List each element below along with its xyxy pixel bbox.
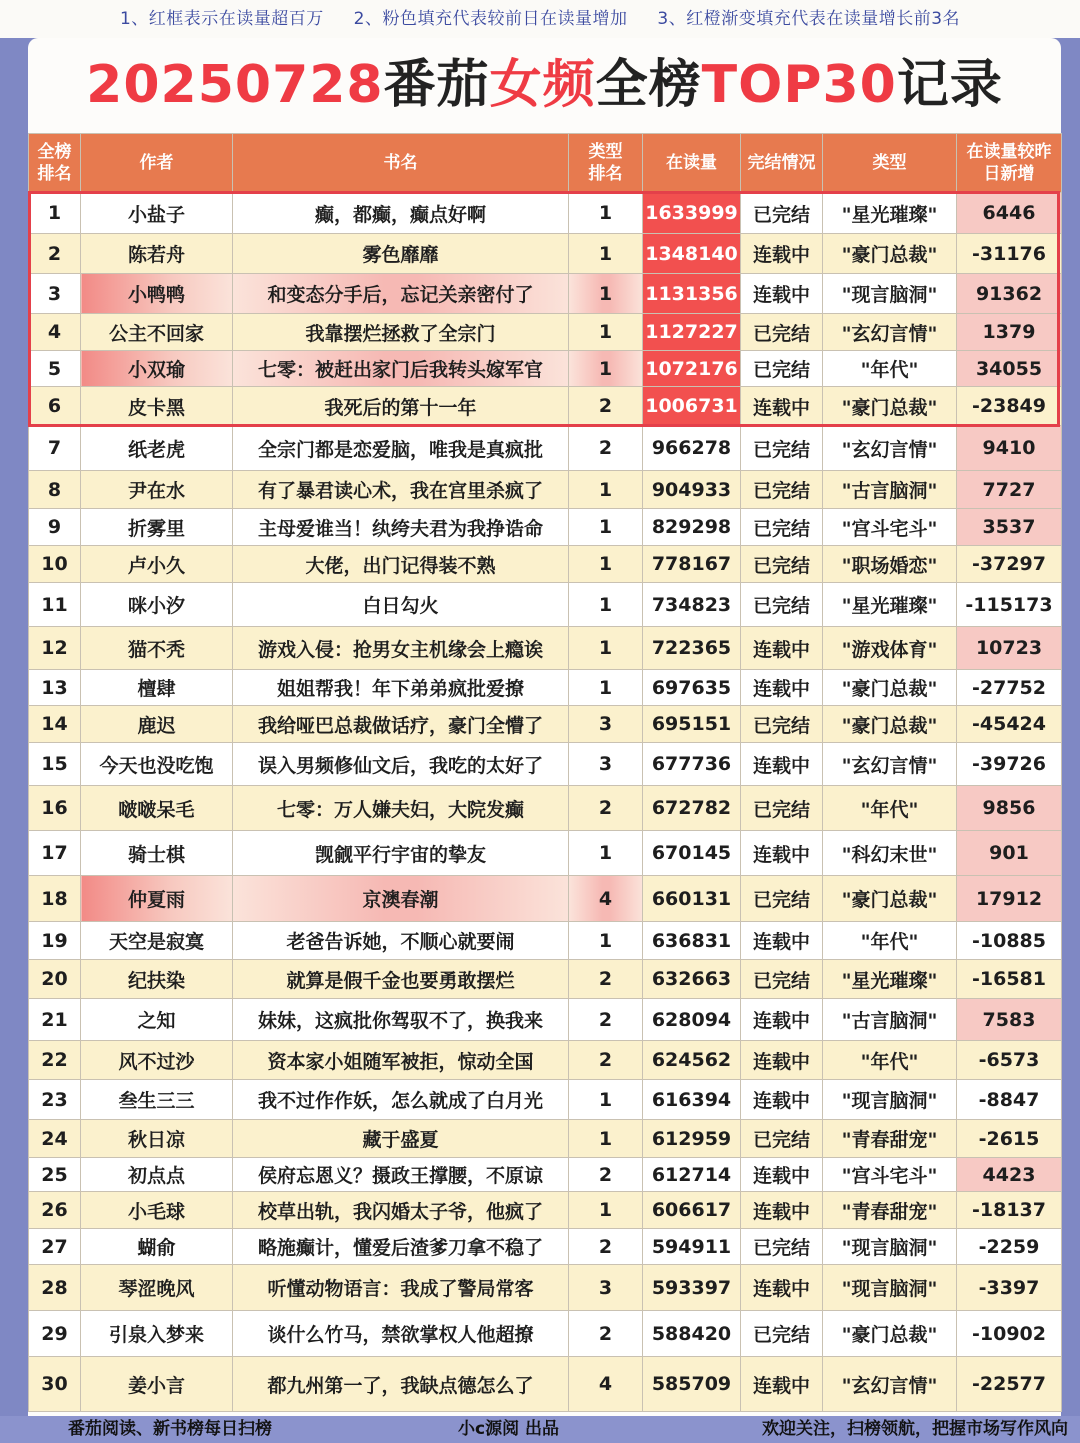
- ranking-table: [28, 133, 1062, 1412]
- cell-genre: "古言脑洞": [823, 471, 957, 509]
- cell-genre: "豪门总裁": [823, 670, 957, 706]
- table-row: [29, 1192, 1062, 1229]
- cell-readers: 904933: [643, 471, 741, 509]
- cell-genre: "宫斗宅斗": [823, 1158, 957, 1192]
- cell-book: 妹妹，这疯批你驾驭不了，换我来: [233, 999, 569, 1041]
- cell-type-rank: 1: [569, 1192, 643, 1229]
- legend-item-gradient-fill: 3、红橙渐变填充代表在读量增长前3名: [657, 9, 961, 29]
- footer-right: 欢迎关注，扫榜领航，把握市场写作风向: [762, 1419, 1068, 1439]
- cell-genre: "青春甜宠": [823, 1192, 957, 1229]
- cell-genre: "游戏体育": [823, 627, 957, 670]
- cell-change: -115173: [957, 583, 1062, 627]
- cell-book: 主母爱谁当！纨绔夫君为我挣诰命: [233, 509, 569, 546]
- cell-readers: 1006731: [643, 387, 741, 426]
- cell-status: 连载中: [741, 1041, 823, 1080]
- cell-author: 姜小言: [81, 1357, 233, 1412]
- cell-author: 陈若舟: [81, 234, 233, 274]
- cell-status: 已完结: [741, 426, 823, 471]
- cell-author: 仲夏雨: [81, 876, 233, 922]
- cell-type-rank: 1: [569, 831, 643, 876]
- title-part4: TOP30: [701, 55, 897, 115]
- header-readers: 在读量: [643, 134, 741, 193]
- table-row: [29, 743, 1062, 786]
- cell-readers: 660131: [643, 876, 741, 922]
- header-genre: 类型: [823, 134, 957, 193]
- table-row: [29, 1041, 1062, 1080]
- table-row: [29, 706, 1062, 743]
- cell-readers: 1072176: [643, 351, 741, 387]
- cell-change: 6446: [957, 193, 1062, 234]
- cell-book: 和变态分手后，忘记关亲密付了: [233, 274, 569, 314]
- cell-rank: 28: [29, 1265, 81, 1311]
- table-row: [29, 1120, 1062, 1158]
- table-row: [29, 1357, 1062, 1412]
- cell-book: 全宗门都是恋爱脑，唯我是真疯批: [233, 426, 569, 471]
- cell-status: 已完结: [741, 1229, 823, 1265]
- cell-change: -2615: [957, 1120, 1062, 1158]
- cell-type-rank: 2: [569, 1229, 643, 1265]
- table-row: [29, 1080, 1062, 1120]
- title-part2: 女频: [489, 55, 596, 115]
- cell-book: 我给哑巴总裁做话疗，豪门全懵了: [233, 706, 569, 743]
- cell-change: -16581: [957, 960, 1062, 999]
- cell-status: 连载中: [741, 1080, 823, 1120]
- cell-change: 17912: [957, 876, 1062, 922]
- cell-rank: 15: [29, 743, 81, 786]
- cell-book: 就算是假千金也要勇敢摆烂: [233, 960, 569, 999]
- cell-status: 连载中: [741, 274, 823, 314]
- cell-status: 已完结: [741, 1120, 823, 1158]
- cell-rank: 16: [29, 786, 81, 831]
- cell-author: 皮卡黑: [81, 387, 233, 426]
- cell-readers: 628094: [643, 999, 741, 1041]
- cell-rank: 11: [29, 583, 81, 627]
- cell-genre: "现言脑洞": [823, 1229, 957, 1265]
- cell-status: 连载中: [741, 1265, 823, 1311]
- cell-author: 啵啵呆毛: [81, 786, 233, 831]
- cell-readers: 588420: [643, 1311, 741, 1357]
- cell-author: 尹在水: [81, 471, 233, 509]
- cell-readers: 697635: [643, 670, 741, 706]
- cell-type-rank: 1: [569, 193, 643, 234]
- legend-bar: [0, 0, 1080, 38]
- cell-genre: "年代": [823, 351, 957, 387]
- cell-status: 已完结: [741, 471, 823, 509]
- cell-rank: 20: [29, 960, 81, 999]
- table-row: [29, 314, 1062, 351]
- cell-author: 檀肆: [81, 670, 233, 706]
- cell-status: 连载中: [741, 387, 823, 426]
- cell-type-rank: 2: [569, 786, 643, 831]
- cell-status: 连载中: [741, 1192, 823, 1229]
- cell-author: 卢小久: [81, 546, 233, 583]
- cell-genre: "现言脑洞": [823, 1265, 957, 1311]
- cell-change: -37297: [957, 546, 1062, 583]
- cell-readers: 616394: [643, 1080, 741, 1120]
- cell-genre: "年代": [823, 922, 957, 960]
- table-row: [29, 1265, 1062, 1311]
- cell-status: 连载中: [741, 234, 823, 274]
- table-row: [29, 960, 1062, 999]
- cell-author: 咪小汐: [81, 583, 233, 627]
- cell-type-rank: 3: [569, 743, 643, 786]
- cell-author: 小毛球: [81, 1192, 233, 1229]
- cell-change: -10885: [957, 922, 1062, 960]
- cell-rank: 7: [29, 426, 81, 471]
- table-row: [29, 876, 1062, 922]
- cell-genre: "豪门总裁": [823, 706, 957, 743]
- cell-author: 纪扶染: [81, 960, 233, 999]
- cell-readers: 1127227: [643, 314, 741, 351]
- table-row: [29, 546, 1062, 583]
- cell-type-rank: 1: [569, 1120, 643, 1158]
- cell-genre: "现言脑洞": [823, 1080, 957, 1120]
- cell-type-rank: 3: [569, 1265, 643, 1311]
- cell-change: 7583: [957, 999, 1062, 1041]
- cell-genre: "玄幻言情": [823, 743, 957, 786]
- cell-type-rank: 2: [569, 426, 643, 471]
- table-row: [29, 509, 1062, 546]
- cell-author: 今天也没吃饱: [81, 743, 233, 786]
- cell-rank: 26: [29, 1192, 81, 1229]
- cell-status: 已完结: [741, 314, 823, 351]
- cell-rank: 3: [29, 274, 81, 314]
- cell-type-rank: 1: [569, 471, 643, 509]
- cell-readers: 1633999: [643, 193, 741, 234]
- cell-rank: 29: [29, 1311, 81, 1357]
- cell-type-rank: 2: [569, 1311, 643, 1357]
- table-row: [29, 670, 1062, 706]
- cell-status: 已完结: [741, 351, 823, 387]
- cell-author: 蝴俞: [81, 1229, 233, 1265]
- cell-readers: 734823: [643, 583, 741, 627]
- table-row: [29, 1229, 1062, 1265]
- cell-author: 天空是寂寞: [81, 922, 233, 960]
- cell-author: 骑士棋: [81, 831, 233, 876]
- cell-book: 白日勾火: [233, 583, 569, 627]
- table-row: [29, 922, 1062, 960]
- cell-readers: 585709: [643, 1357, 741, 1412]
- cell-author: 猫不秃: [81, 627, 233, 670]
- cell-status: 已完结: [741, 786, 823, 831]
- cell-book: 京澳春潮: [233, 876, 569, 922]
- cell-type-rank: 1: [569, 583, 643, 627]
- header-author: 作者: [81, 134, 233, 193]
- cell-author: 纸老虎: [81, 426, 233, 471]
- cell-book: 游戏入侵：抢男女主机缘会上瘾诶: [233, 627, 569, 670]
- cell-rank: 8: [29, 471, 81, 509]
- cell-status: 已完结: [741, 1311, 823, 1357]
- cell-change: -18137: [957, 1192, 1062, 1229]
- cell-rank: 14: [29, 706, 81, 743]
- cell-genre: "年代": [823, 1041, 957, 1080]
- cell-genre: "豪门总裁": [823, 234, 957, 274]
- title-part3: 全榜: [595, 55, 702, 115]
- cell-genre: "青春甜宠": [823, 1120, 957, 1158]
- table-row: [29, 627, 1062, 670]
- cell-type-rank: 1: [569, 509, 643, 546]
- footer-middle: 小c源阅 出品: [458, 1419, 559, 1439]
- cell-genre: "豪门总裁": [823, 1311, 957, 1357]
- cell-type-rank: 1: [569, 1080, 643, 1120]
- cell-type-rank: 1: [569, 627, 643, 670]
- cell-type-rank: 1: [569, 234, 643, 274]
- cell-readers: 677736: [643, 743, 741, 786]
- cell-status: 已完结: [741, 193, 823, 234]
- cell-author: 公主不回家: [81, 314, 233, 351]
- table-body: [29, 193, 1062, 1412]
- cell-status: 连载中: [741, 922, 823, 960]
- cell-readers: 695151: [643, 706, 741, 743]
- cell-book: 我靠摆烂拯救了全宗门: [233, 314, 569, 351]
- table-row: [29, 471, 1062, 509]
- header-type-rank: 类型 排名: [569, 134, 643, 193]
- cell-rank: 12: [29, 627, 81, 670]
- cell-change: -2259: [957, 1229, 1062, 1265]
- cell-genre: "年代": [823, 786, 957, 831]
- cell-book: 老爸告诉她，不顺心就要闹: [233, 922, 569, 960]
- cell-book: 癫，都癫，癫点好啊: [233, 193, 569, 234]
- cell-author: 引泉入梦来: [81, 1311, 233, 1357]
- cell-change: -10902: [957, 1311, 1062, 1357]
- cell-rank: 18: [29, 876, 81, 922]
- title-part1: 番茄: [383, 55, 490, 115]
- cell-author: 小双瑜: [81, 351, 233, 387]
- cell-genre: "星光璀璨": [823, 960, 957, 999]
- cell-book: 听懂动物语言：我成了警局常客: [233, 1265, 569, 1311]
- table-row: [29, 234, 1062, 274]
- cell-type-rank: 2: [569, 999, 643, 1041]
- cell-readers: 636831: [643, 922, 741, 960]
- cell-book: 大佬，出门记得装不熟: [233, 546, 569, 583]
- cell-type-rank: 1: [569, 922, 643, 960]
- cell-type-rank: 1: [569, 670, 643, 706]
- cell-readers: 632663: [643, 960, 741, 999]
- table-header-row: [29, 134, 1062, 193]
- cell-book: 谈什么竹马，禁欲掌权人他超撩: [233, 1311, 569, 1357]
- cell-type-rank: 3: [569, 706, 643, 743]
- table-row: [29, 426, 1062, 471]
- cell-book: 觊觎平行宇宙的挚友: [233, 831, 569, 876]
- cell-book: 姐姐帮我！年下弟弟疯批爱撩: [233, 670, 569, 706]
- cell-readers: 594911: [643, 1229, 741, 1265]
- cell-change: 4423: [957, 1158, 1062, 1192]
- cell-author: 风不过沙: [81, 1041, 233, 1080]
- cell-readers: 722365: [643, 627, 741, 670]
- cell-book: 七零：被赶出家门后我转头嫁军官: [233, 351, 569, 387]
- cell-status: 连载中: [741, 627, 823, 670]
- cell-book: 资本家小姐随军被拒，惊动全国: [233, 1041, 569, 1080]
- cell-rank: 5: [29, 351, 81, 387]
- cell-status: 连载中: [741, 1158, 823, 1192]
- cell-rank: 6: [29, 387, 81, 426]
- cell-change: -8847: [957, 1080, 1062, 1120]
- cell-readers: 966278: [643, 426, 741, 471]
- legend-item-red-frame: 1、红框表示在读量超百万: [119, 9, 324, 29]
- cell-author: 小盐子: [81, 193, 233, 234]
- cell-book: 我死后的第十一年: [233, 387, 569, 426]
- cell-readers: 670145: [643, 831, 741, 876]
- cell-genre: "星光璀璨": [823, 583, 957, 627]
- cell-status: 连载中: [741, 670, 823, 706]
- table-row: [29, 193, 1062, 234]
- cell-genre: "玄幻言情": [823, 314, 957, 351]
- cell-genre: "豪门总裁": [823, 876, 957, 922]
- cell-genre: "星光璀璨": [823, 193, 957, 234]
- cell-readers: 829298: [643, 509, 741, 546]
- cell-change: -39726: [957, 743, 1062, 786]
- cell-status: 已完结: [741, 960, 823, 999]
- cell-author: 之知: [81, 999, 233, 1041]
- table-row: [29, 387, 1062, 426]
- cell-rank: 23: [29, 1080, 81, 1120]
- cell-genre: "玄幻言情": [823, 1357, 957, 1412]
- cell-rank: 25: [29, 1158, 81, 1192]
- cell-author: 叁生三三: [81, 1080, 233, 1120]
- table-row: [29, 1311, 1062, 1357]
- cell-rank: 30: [29, 1357, 81, 1412]
- cell-readers: 612714: [643, 1158, 741, 1192]
- header-change: 在读量较昨 日新增: [957, 134, 1062, 193]
- legend-item-pink-fill: 2、粉色填充代表较前日在读量增加: [353, 9, 628, 29]
- cell-change: 7727: [957, 471, 1062, 509]
- cell-genre: "玄幻言情": [823, 426, 957, 471]
- cell-readers: 624562: [643, 1041, 741, 1080]
- cell-status: 连载中: [741, 999, 823, 1041]
- cell-type-rank: 1: [569, 546, 643, 583]
- cell-book: 校草出轨，我闪婚太子爷，他疯了: [233, 1192, 569, 1229]
- cell-book: 都九州第一了，我缺点德怎么了: [233, 1357, 569, 1412]
- cell-readers: 1131356: [643, 274, 741, 314]
- cell-change: -22577: [957, 1357, 1062, 1412]
- cell-author: 初点点: [81, 1158, 233, 1192]
- cell-readers: 778167: [643, 546, 741, 583]
- cell-author: 小鸭鸭: [81, 274, 233, 314]
- cell-rank: 19: [29, 922, 81, 960]
- cell-readers: 606617: [643, 1192, 741, 1229]
- cell-rank: 1: [29, 193, 81, 234]
- cell-readers: 1348140: [643, 234, 741, 274]
- cell-book: 侯府忘恩义？摄政王撑腰，不原谅: [233, 1158, 569, 1192]
- cell-type-rank: 1: [569, 351, 643, 387]
- cell-change: 10723: [957, 627, 1062, 670]
- cell-book: 七零：万人嫌夫妇，大院发癫: [233, 786, 569, 831]
- cell-readers: 672782: [643, 786, 741, 831]
- table-row: [29, 274, 1062, 314]
- cell-rank: 27: [29, 1229, 81, 1265]
- header-status: 完结情况: [741, 134, 823, 193]
- cell-book: 藏于盛夏: [233, 1120, 569, 1158]
- cell-change: 34055: [957, 351, 1062, 387]
- cell-type-rank: 2: [569, 960, 643, 999]
- cell-book: 有了暴君读心术，我在宫里杀疯了: [233, 471, 569, 509]
- cell-change: 1379: [957, 314, 1062, 351]
- page-title: [28, 38, 1061, 133]
- cell-rank: 4: [29, 314, 81, 351]
- table-row: [29, 583, 1062, 627]
- cell-rank: 17: [29, 831, 81, 876]
- table-row: [29, 351, 1062, 387]
- cell-status: 已完结: [741, 509, 823, 546]
- cell-change: -3397: [957, 1265, 1062, 1311]
- title-date: 20250728: [86, 55, 384, 115]
- cell-change: -23849: [957, 387, 1062, 426]
- cell-rank: 21: [29, 999, 81, 1041]
- cell-rank: 10: [29, 546, 81, 583]
- cell-change: 9410: [957, 426, 1062, 471]
- cell-book: 我不过作作妖，怎么就成了白月光: [233, 1080, 569, 1120]
- cell-type-rank: 2: [569, 1041, 643, 1080]
- cell-status: 连载中: [741, 1357, 823, 1412]
- cell-rank: 22: [29, 1041, 81, 1080]
- cell-type-rank: 2: [569, 387, 643, 426]
- cell-status: 已完结: [741, 546, 823, 583]
- table-row: [29, 786, 1062, 831]
- footer-left: 番茄阅读、新书榜每日扫榜: [68, 1419, 272, 1439]
- cell-author: 鹿迟: [81, 706, 233, 743]
- cell-genre: "科幻末世": [823, 831, 957, 876]
- cell-status: 已完结: [741, 583, 823, 627]
- cell-author: 秋日凉: [81, 1120, 233, 1158]
- table-row: [29, 999, 1062, 1041]
- table-row: [29, 831, 1062, 876]
- cell-rank: 13: [29, 670, 81, 706]
- cell-author: 折雾里: [81, 509, 233, 546]
- cell-genre: "职场婚恋": [823, 546, 957, 583]
- cell-type-rank: 1: [569, 314, 643, 351]
- cell-genre: "豪门总裁": [823, 387, 957, 426]
- cell-type-rank: 2: [569, 1158, 643, 1192]
- cell-status: 已完结: [741, 706, 823, 743]
- cell-change: -31176: [957, 234, 1062, 274]
- cell-book: 误入男频修仙文后，我吃的太好了: [233, 743, 569, 786]
- cell-readers: 612959: [643, 1120, 741, 1158]
- cell-genre: "宫斗宅斗": [823, 509, 957, 546]
- cell-rank: 24: [29, 1120, 81, 1158]
- cell-rank: 9: [29, 509, 81, 546]
- cell-status: 连载中: [741, 831, 823, 876]
- cell-status: 已完结: [741, 876, 823, 922]
- cell-author: 琴涩晚风: [81, 1265, 233, 1311]
- cell-status: 连载中: [741, 743, 823, 786]
- cell-change: 901: [957, 831, 1062, 876]
- cell-genre: "现言脑洞": [823, 274, 957, 314]
- table-row: [29, 1158, 1062, 1192]
- cell-change: -27752: [957, 670, 1062, 706]
- cell-type-rank: 1: [569, 274, 643, 314]
- footer-bar: [0, 1416, 1080, 1443]
- cell-change: -45424: [957, 706, 1062, 743]
- cell-type-rank: 4: [569, 1357, 643, 1412]
- cell-book: 雾色靡靡: [233, 234, 569, 274]
- cell-change: 91362: [957, 274, 1062, 314]
- cell-change: 3537: [957, 509, 1062, 546]
- header-book: 书名: [233, 134, 569, 193]
- cell-book: 略施癫计，懂爱后渣爹刀拿不稳了: [233, 1229, 569, 1265]
- cell-rank: 2: [29, 234, 81, 274]
- title-part5: 记录: [896, 55, 1003, 115]
- cell-readers: 593397: [643, 1265, 741, 1311]
- cell-change: 9856: [957, 786, 1062, 831]
- header-rank: 全榜 排名: [29, 134, 81, 193]
- cell-type-rank: 4: [569, 876, 643, 922]
- cell-change: -6573: [957, 1041, 1062, 1080]
- cell-genre: "古言脑洞": [823, 999, 957, 1041]
